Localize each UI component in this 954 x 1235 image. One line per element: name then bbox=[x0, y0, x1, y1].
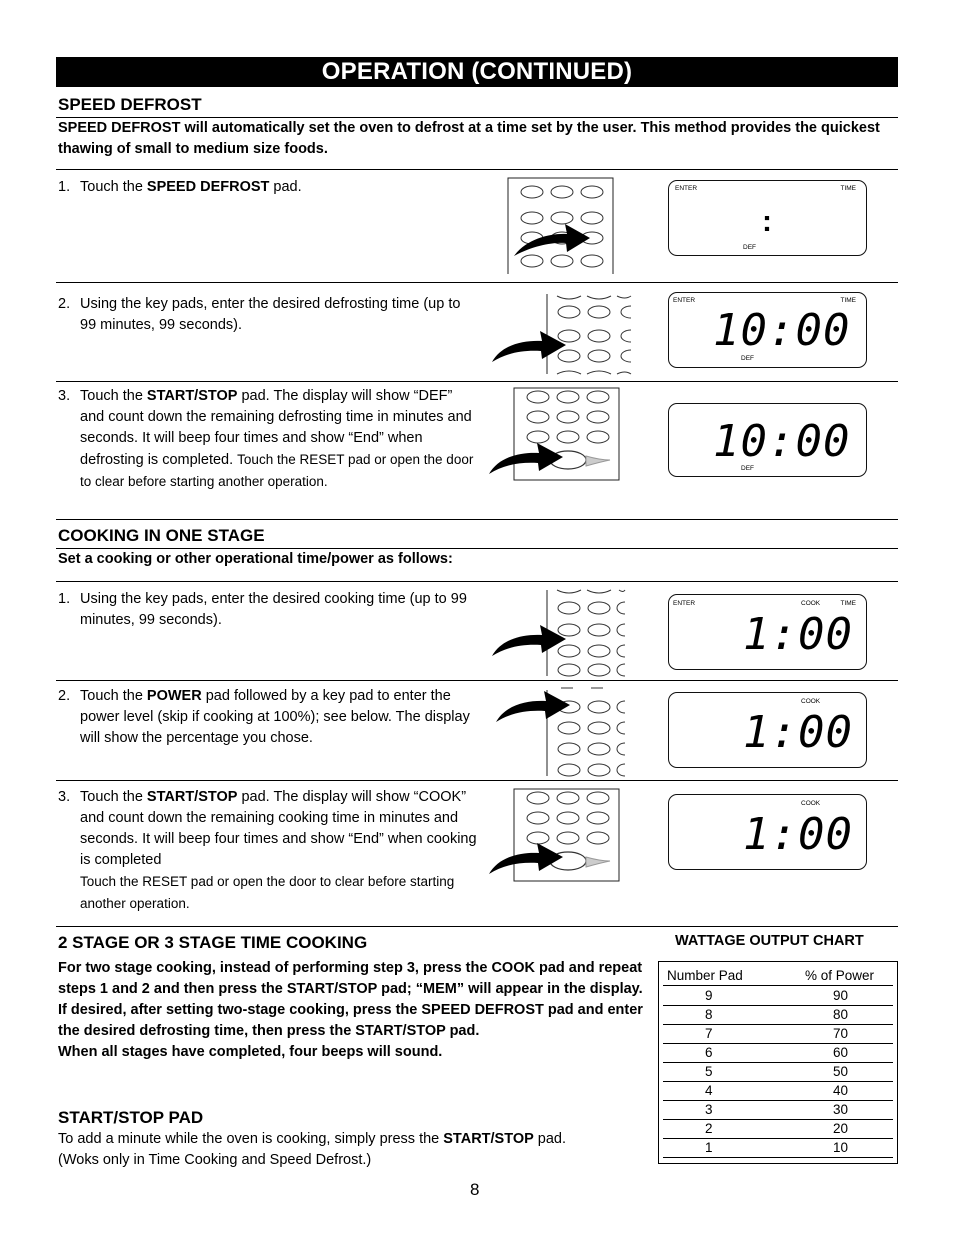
lcd-display: COOK 1:00 bbox=[668, 692, 867, 768]
speed-defrost-title: SPEED DEFROST bbox=[58, 95, 202, 114]
multi-stage-title: 2 STAGE OR 3 STAGE TIME COOKING bbox=[58, 933, 368, 952]
arrow-icon bbox=[490, 622, 570, 658]
arrow-icon bbox=[487, 440, 567, 476]
table-row: 4 40 bbox=[663, 1081, 893, 1101]
display-digits: 1:00 bbox=[743, 809, 853, 860]
lcd-display: COOK 1:00 bbox=[668, 794, 867, 870]
display-digits: 1:00 bbox=[743, 707, 853, 758]
defrost-step-2: 2. Using the key pads, enter the desired defrosting time (up to 99 minutes, 99 seconds). bbox=[58, 296, 461, 333]
display-digits: 10:00 bbox=[713, 416, 851, 467]
start-stop-text: To add a minute while the oven is cooking, simply press the START/STOP pad. (Woks only in Time Cooking and Speed Defrost.) bbox=[58, 1131, 567, 1168]
cooking-one-stage-title: COOKING IN ONE STAGE bbox=[58, 526, 265, 545]
cook-step-3: 3. Touch the START/STOP pad. The display will show “COOK” and count down the remaining cooking time in minutes and seconds. It will beep four times and show “End” when cooking is completed Touch the RESET pad or open the door to clear before starting another operation. bbox=[58, 789, 477, 911]
lcd-display: ENTER TIME DEF : bbox=[668, 180, 867, 256]
arrow-icon bbox=[494, 688, 574, 724]
defrost-step-1: 1. Touch the SPEED DEFROST pad. bbox=[58, 179, 302, 195]
page-title: OPERATION (CONTINUED) bbox=[56, 57, 898, 87]
page-number: 8 bbox=[470, 1180, 480, 1199]
arrow-icon bbox=[512, 218, 592, 258]
divider bbox=[56, 680, 898, 681]
divider bbox=[56, 381, 898, 382]
table-row: 7 70 bbox=[663, 1024, 893, 1044]
divider bbox=[56, 282, 898, 283]
arrow-icon bbox=[487, 840, 567, 876]
arrow-icon bbox=[490, 328, 570, 364]
lcd-display: ENTER COOK TIME 1:00 bbox=[668, 594, 867, 670]
table-row: 2 20 bbox=[663, 1119, 893, 1139]
display-digits: : bbox=[762, 205, 772, 238]
defrost-step-3: 3. Touch the START/STOP pad. The display will show “DEF” and count down the remaining defrosting time in minutes and seconds. It will beep four times and show “End” when defrosting is completed. Touch the RESET pad or open the door to clear before starting another operation. bbox=[58, 388, 474, 489]
lcd-display: ENTER TIME DEF 10:00 bbox=[668, 292, 867, 368]
display-digits: 1:00 bbox=[743, 609, 853, 660]
table-row: 9 90 bbox=[663, 986, 893, 1006]
divider bbox=[56, 581, 898, 582]
cook-step-2: 2. Touch the POWER pad followed by a key pad to enter the power level (skip if cooking at 100%); see below. The display will show the percentage you chose. bbox=[58, 688, 470, 746]
table-row: 8 80 bbox=[663, 1005, 893, 1025]
table-row: 3 30 bbox=[663, 1100, 893, 1120]
lcd-display: DEF 10:00 bbox=[668, 403, 867, 477]
divider bbox=[56, 519, 898, 520]
display-digits: 10:00 bbox=[713, 305, 851, 356]
divider bbox=[56, 926, 898, 927]
table-row: 6 60 bbox=[663, 1043, 893, 1063]
table-row: 5 50 bbox=[663, 1062, 893, 1082]
start-stop-title: START/STOP PAD bbox=[58, 1108, 204, 1127]
divider bbox=[56, 169, 898, 170]
table-row: 1 10 bbox=[663, 1138, 893, 1158]
speed-defrost-intro: SPEED DEFROST will automatically set the oven to defrost at a time set by the user. This method provides the quickest thawing of small to medium size foods. bbox=[58, 120, 880, 157]
multi-stage-text: For two stage cooking, instead of performing step 3, press the COOK pad and repeat steps 1 and 2 and then press the START/STOP pad; “MEM” will appear in the display. If desired, after setting two-stage cooking, press the SPEED DEFROST pad and enter the desired defrosting time, then press the START/STOP pad. When all stages have completed, four beeps will sound. bbox=[58, 960, 643, 1060]
cook-step-1: 1. Using the key pads, enter the desired cooking time (up to 99 minutes, 99 seconds). bbox=[58, 591, 467, 628]
divider bbox=[56, 780, 898, 781]
table-header: Number Pad % of Power bbox=[663, 966, 893, 986]
wattage-table bbox=[658, 961, 898, 1164]
cooking-intro: Set a cooking or other operational time/power as follows: bbox=[58, 551, 453, 567]
wattage-chart-title: WATTAGE OUTPUT CHART bbox=[675, 933, 864, 949]
